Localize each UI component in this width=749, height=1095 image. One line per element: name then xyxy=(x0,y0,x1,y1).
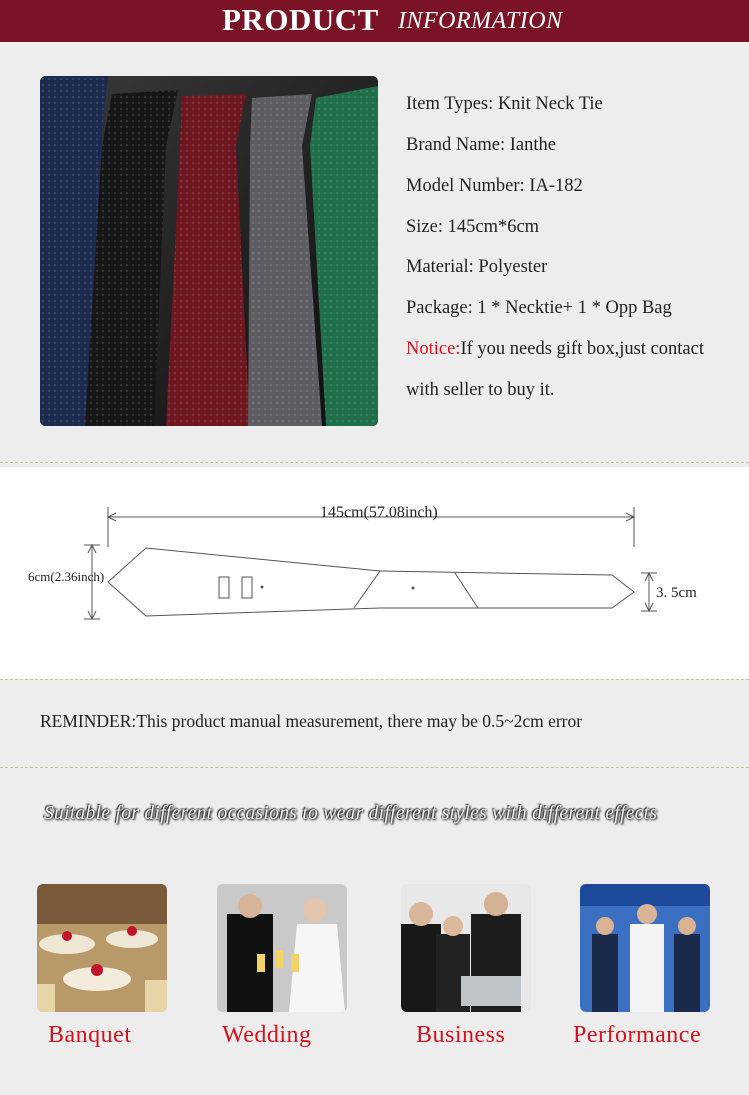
banquet-photo xyxy=(37,884,167,1012)
occasion-label-performance: Performance xyxy=(573,1022,702,1048)
spec-size: Size: 145cm*6cm xyxy=(406,217,540,237)
spec-material: Material: Polyester xyxy=(406,257,548,277)
header-title-bold: PRODUCT xyxy=(222,2,379,37)
divider xyxy=(0,679,749,680)
occasion-label-wedding: Wedding xyxy=(222,1022,312,1048)
length-label: 145cm(57.08inch) xyxy=(320,504,438,521)
business-photo xyxy=(401,884,531,1012)
occasion-label-business: Business xyxy=(416,1022,506,1048)
header-banner xyxy=(0,0,749,42)
spec-brand: Brand Name: Ianthe xyxy=(406,135,556,155)
reminder-text: REMINDER:This product manual measurement, there may be 0.5~2cm error xyxy=(40,711,583,731)
spec-notice-line2: with seller to buy it. xyxy=(406,380,555,400)
spec-item-type: Item Types: Knit Neck Tie xyxy=(406,94,603,114)
spec-model: Model Number: IA-182 xyxy=(406,176,583,196)
performance-photo xyxy=(580,884,710,1012)
spec-package: Package: 1 * Necktie+ 1 * Opp Bag xyxy=(406,298,672,318)
size-diagram-panel xyxy=(0,467,749,679)
tie-outline xyxy=(108,548,634,616)
divider xyxy=(0,462,749,463)
header-title-italic: INFORMATION xyxy=(398,8,563,34)
product-photo xyxy=(40,76,378,426)
spec-notice xyxy=(406,339,704,360)
notice-text: If you needs gift box,just contact xyxy=(460,339,704,359)
width-label: 6cm(2.36inch) xyxy=(28,569,105,584)
occasion-label-banquet: Banquet xyxy=(48,1022,132,1048)
tip-width-label: 3. 5cm xyxy=(656,585,697,601)
wedding-photo xyxy=(217,884,347,1012)
notice-label: Notice: xyxy=(406,339,461,359)
divider xyxy=(0,767,749,768)
occasions-title: Suitable for different occasions to wear different styles with different effects xyxy=(44,803,658,824)
